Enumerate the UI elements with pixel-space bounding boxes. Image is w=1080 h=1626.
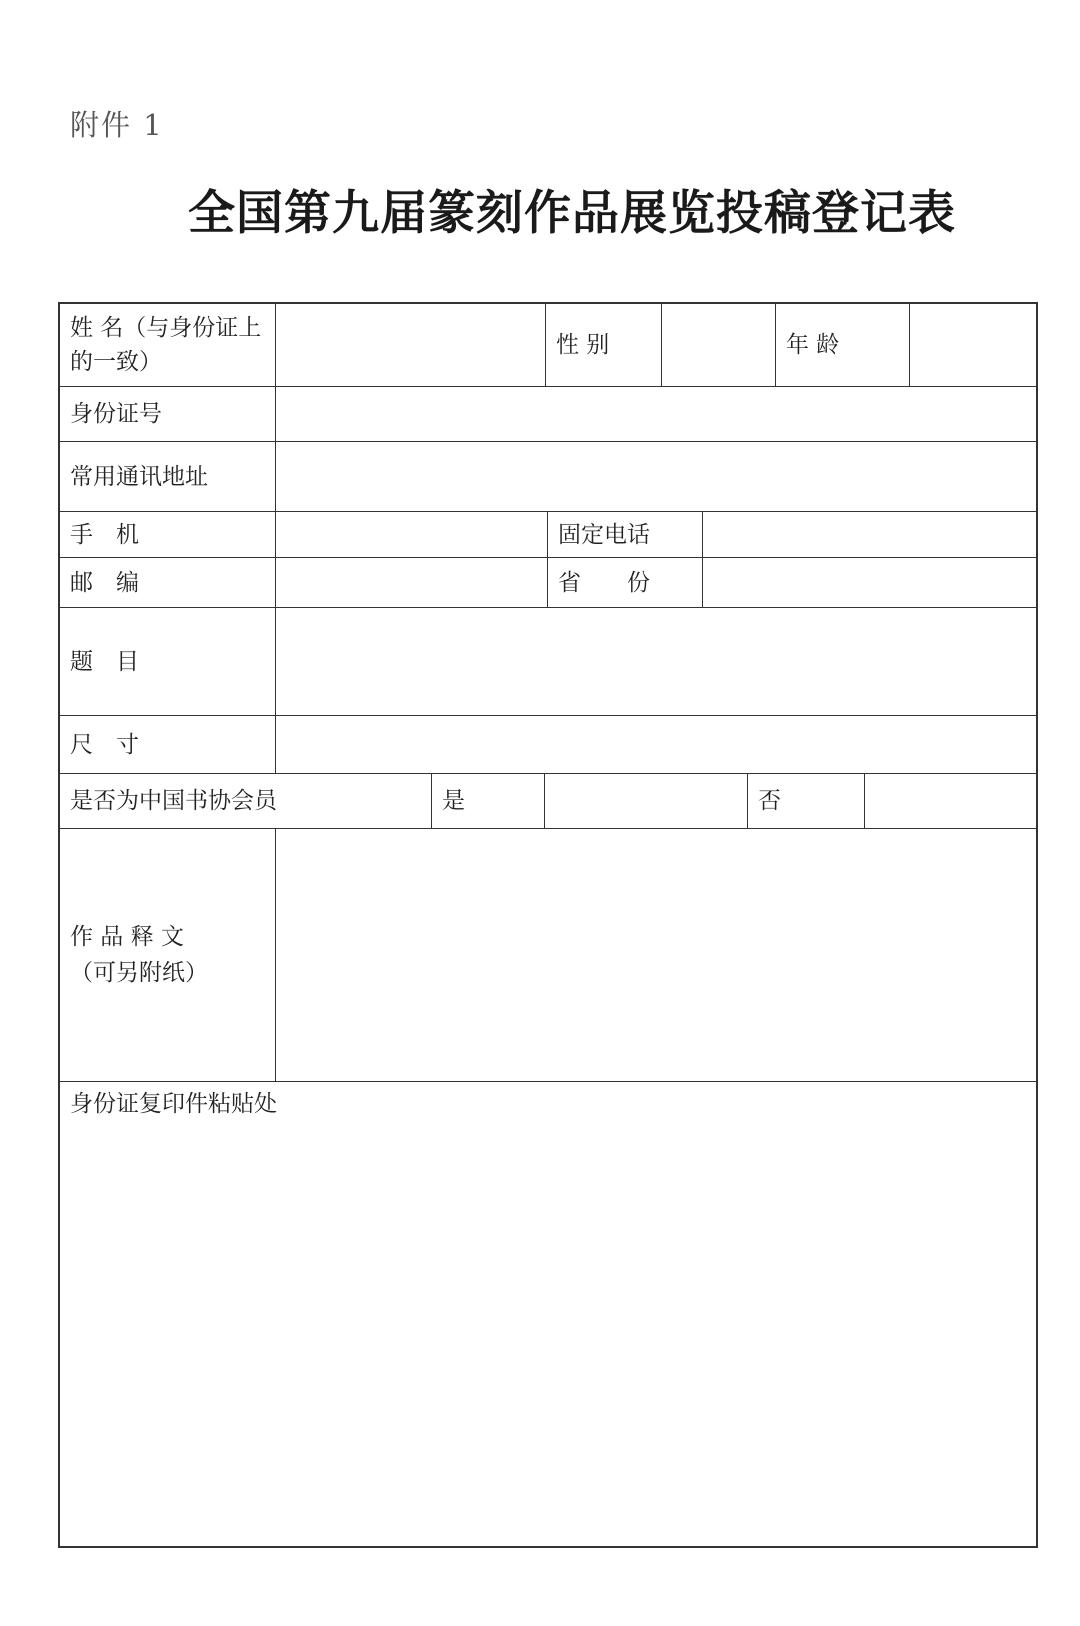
size-field[interactable] (276, 716, 1036, 774)
member-no-field[interactable] (865, 774, 1036, 829)
subject-label: 题 目 (60, 608, 276, 716)
mobile-label: 手 机 (60, 512, 276, 558)
artwork-text-field[interactable] (276, 829, 1036, 1082)
gender-label: 性 别 (546, 304, 662, 387)
attachment-label: 附件 1 (70, 108, 164, 142)
member-no-label: 否 (748, 774, 865, 829)
size-label: 尺 寸 (60, 716, 276, 774)
page-title: 全国第九届篆刻作品展览投稿登记表 (188, 186, 956, 241)
province-label: 省 份 (548, 558, 703, 608)
name-field[interactable] (276, 304, 546, 387)
postcode-label: 邮 编 (60, 558, 276, 608)
registration-form-table (58, 302, 1038, 1548)
member-label: 是否为中国书协会员 (60, 774, 432, 829)
name-label: 姓 名（与身份证上的一致） (60, 304, 276, 387)
province-field[interactable] (703, 558, 1036, 608)
member-yes-label: 是 (432, 774, 545, 829)
member-yes-field[interactable] (545, 774, 748, 829)
age-field[interactable] (910, 304, 1036, 387)
id-number-label: 身份证号 (60, 387, 276, 442)
mobile-field[interactable] (276, 512, 548, 558)
id-copy-label: 身份证复印件粘贴处 (70, 1091, 277, 1117)
postcode-field[interactable] (276, 558, 548, 608)
address-label: 常用通讯地址 (60, 442, 276, 512)
subject-field[interactable] (276, 608, 1036, 716)
landline-field[interactable] (703, 512, 1036, 558)
age-label: 年 龄 (776, 304, 910, 387)
id-copy-area[interactable] (60, 1082, 1036, 1546)
gender-field[interactable] (662, 304, 776, 387)
landline-label: 固定电话 (548, 512, 703, 558)
address-field[interactable] (276, 442, 1036, 512)
artwork-text-label: 作 品 释 文 (70, 924, 184, 950)
artwork-text-note: （可另附纸） (70, 960, 208, 986)
id-number-field[interactable] (276, 387, 1036, 442)
artwork-text-label-cell (60, 829, 276, 1082)
